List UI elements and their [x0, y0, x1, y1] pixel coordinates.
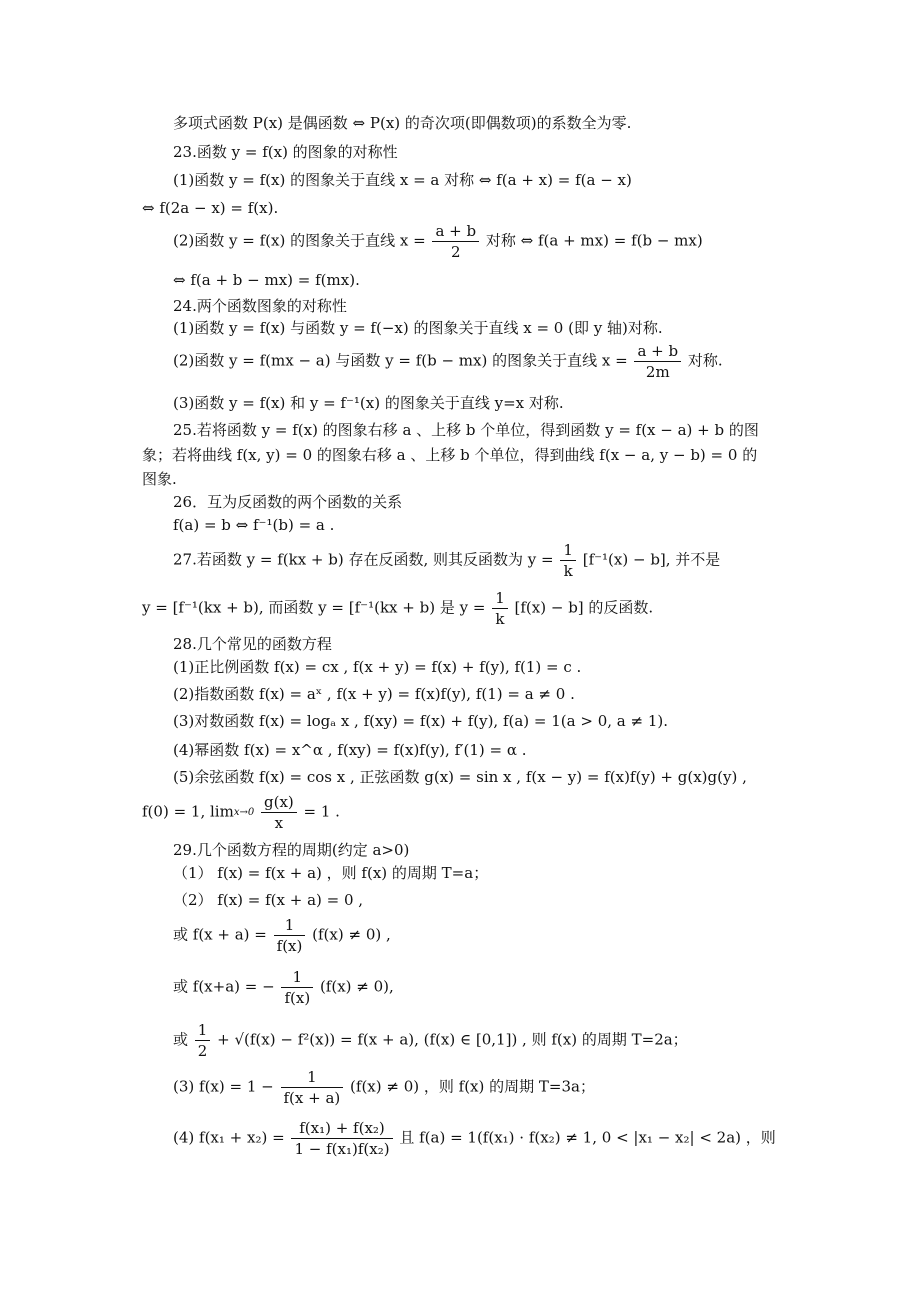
- text-before-fraction: 27.若函数 y = f(kx + b) 存在反函数, 则其反函数为 y =: [173, 550, 554, 569]
- section-23-item-1: (1)函数 y = f(x) 的图象关于直线 x = a 对称 ⇔ f(a + x) = f(a − x): [173, 171, 632, 189]
- fraction: [492, 588, 508, 629]
- text-line-even-polynomial: 多项式函数 P(x) 是偶函数 ⇔ P(x) 的奇次项(即偶数项)的系数全为零.: [173, 114, 632, 132]
- text-after-fraction: 且 f(a) = 1(f(x₁) · f(x₂) ≠ 1, 0 < |x₁ − x₂| < 2a) ，则: [399, 1128, 776, 1147]
- fraction-numerator: 1: [281, 967, 313, 988]
- fraction: [432, 221, 479, 262]
- fraction-numerator: 1: [492, 588, 508, 609]
- fraction-denominator: x: [274, 814, 284, 832]
- limit-subscript: x→0: [233, 806, 255, 818]
- section-23-item-1-cont: ⇔ f(2a − x) = f(x).: [142, 199, 279, 217]
- section-23-title: 23.函数 y = f(x) 的图象的对称性: [173, 143, 398, 161]
- fraction-numerator: 1: [281, 1067, 344, 1088]
- fraction: [281, 1067, 344, 1108]
- text-before-fraction: (3) f(x) = 1 −: [173, 1077, 274, 1096]
- section-28-item-1: (1)正比例函数 f(x) = cx , f(x + y) = f(x) + f(y), f(1) = c .: [173, 658, 582, 676]
- text-before-fraction: y = [f⁻¹(kx + b), 而函数 y = [f⁻¹(kx + b) 是 y =: [142, 598, 486, 617]
- section-28-item-3: (3)对数函数 f(x) = logₐ x , f(xy) = f(x) + f(y), f(a) = 1(a > 0, a ≠ 1).: [173, 712, 669, 730]
- section-23-item-2: [173, 221, 703, 262]
- fraction-numerator: 1: [195, 1020, 211, 1041]
- fraction-denominator: 2m: [645, 363, 670, 381]
- text-after-fraction: [f⁻¹(x) − b], 并不是: [582, 550, 721, 569]
- section-29-item-3: [173, 1067, 595, 1108]
- section-28-item-5-cont: [142, 792, 340, 833]
- section-28-item-5: (5)余弦函数 f(x) = cos x , 正弦函数 g(x) = sin x , f(x − y) = f(x)f(y) + g(x)g(y) ,: [173, 768, 747, 786]
- section-25-line-1: 25.若将函数 y = f(x) 的图象右移 a 、上移 b 个单位，得到函数 y = f(x − a) + b 的图: [173, 421, 759, 439]
- section-29-item-4: [173, 1118, 776, 1159]
- section-23-item-2-cont: ⇔ f(a + b − mx) = f(mx).: [173, 271, 360, 289]
- text-before-fraction: 或 f(x+a) = −: [173, 977, 275, 996]
- fraction-numerator: a + b: [634, 341, 681, 362]
- section-29-or-2: [173, 967, 394, 1008]
- section-29-item-1: （1） f(x) = f(x + a) ，则 f(x) 的周期 T=a；: [173, 864, 489, 882]
- section-25-line-3: 图象.: [142, 470, 177, 488]
- fraction-numerator: a + b: [432, 221, 479, 242]
- fraction: [291, 1118, 392, 1159]
- text-before-limit: f(0) = 1, lim: [142, 802, 234, 821]
- text-after-fraction: (f(x) ≠ 0) ,: [312, 925, 391, 944]
- section-28-item-4: (4)幂函数 f(x) = x^α , f(xy) = f(x)f(y), f′(1) = α .: [173, 741, 527, 759]
- fraction-numerator: f(x₁) + f(x₂): [291, 1118, 392, 1139]
- fraction-numerator: 1: [560, 540, 576, 561]
- text-before-fraction: (2)函数 y = f(x) 的图象关于直线 x =: [173, 231, 426, 250]
- section-29-item-2: （2） f(x) = f(x + a) = 0 ,: [173, 891, 364, 909]
- section-28-item-2: (2)指数函数 f(x) = aˣ , f(x + y) = f(x)f(y), f(1) = a ≠ 0 .: [173, 685, 575, 703]
- fraction-numerator: g(x): [261, 792, 297, 813]
- fraction-denominator: f(x): [276, 937, 303, 955]
- fraction: [195, 1020, 211, 1061]
- section-24-title: 24.两个函数图象的对称性: [173, 297, 347, 315]
- fraction-denominator: 2: [450, 243, 461, 261]
- text-after-fraction: [f(x) − b] 的反函数.: [514, 598, 654, 617]
- fraction-denominator: f(x): [284, 989, 311, 1007]
- text-after-fraction: + √(f(x) − f²(x)) = f(x + a), (f(x) ∈ [0,1]) , 则 f(x) 的周期 T=2a；: [217, 1030, 688, 1049]
- fraction-denominator: k: [495, 610, 505, 628]
- section-25-line-2: 象；若将曲线 f(x, y) = 0 的图象右移 a 、上移 b 个单位，得到曲线 f(x − a, y − b) = 0 的: [142, 446, 758, 464]
- fraction: [634, 341, 681, 382]
- section-26-body: f(a) = b ⇔ f⁻¹(b) = a .: [173, 516, 335, 534]
- fraction-numerator: 1: [274, 915, 306, 936]
- text-after-fraction: = 1 .: [303, 802, 340, 821]
- text-after-fraction: (f(x) ≠ 0) ，则 f(x) 的周期 T=3a；: [350, 1077, 595, 1096]
- section-27-line-1: [173, 540, 720, 581]
- fraction: [261, 792, 297, 833]
- section-24-item-2: [173, 341, 723, 382]
- fraction: [274, 915, 306, 956]
- section-24-item-3: (3)函数 y = f(x) 和 y = f⁻¹(x) 的图象关于直线 y=x 对称.: [173, 394, 564, 412]
- fraction-denominator: 1 − f(x₁)f(x₂): [294, 1140, 390, 1158]
- fraction-denominator: k: [563, 562, 573, 580]
- fraction-denominator: f(x + a): [283, 1089, 341, 1107]
- section-26-title: 26．互为反函数的两个函数的关系: [173, 493, 403, 511]
- section-29-or-3: [173, 1020, 688, 1061]
- text-after-fraction: 对称 ⇔ f(a + mx) = f(b − mx): [485, 231, 703, 250]
- text-before-fraction: 或 f(x + a) =: [173, 925, 267, 944]
- fraction: [281, 967, 313, 1008]
- text-before-fraction: (2)函数 y = f(mx − a) 与函数 y = f(b − mx) 的图象关于直线 x =: [173, 351, 628, 370]
- text-after-fraction: 对称.: [687, 351, 723, 370]
- text-before-fraction: (4) f(x₁ + x₂) =: [173, 1128, 285, 1147]
- section-29-title: 29.几个函数方程的周期(约定 a>0): [173, 841, 410, 859]
- fraction: [560, 540, 576, 581]
- fraction-denominator: 2: [197, 1042, 208, 1060]
- section-28-title: 28.几个常见的函数方程: [173, 635, 332, 653]
- section-27-line-2: [142, 588, 653, 629]
- section-29-or-1: [173, 915, 391, 956]
- text-before-fraction: 或: [173, 1030, 189, 1049]
- section-24-item-1: (1)函数 y = f(x) 与函数 y = f(−x) 的图象关于直线 x = 0 (即 y 轴)对称.: [173, 319, 663, 337]
- text-after-fraction: (f(x) ≠ 0),: [319, 977, 394, 996]
- limit-subscript-wrap: [234, 806, 254, 820]
